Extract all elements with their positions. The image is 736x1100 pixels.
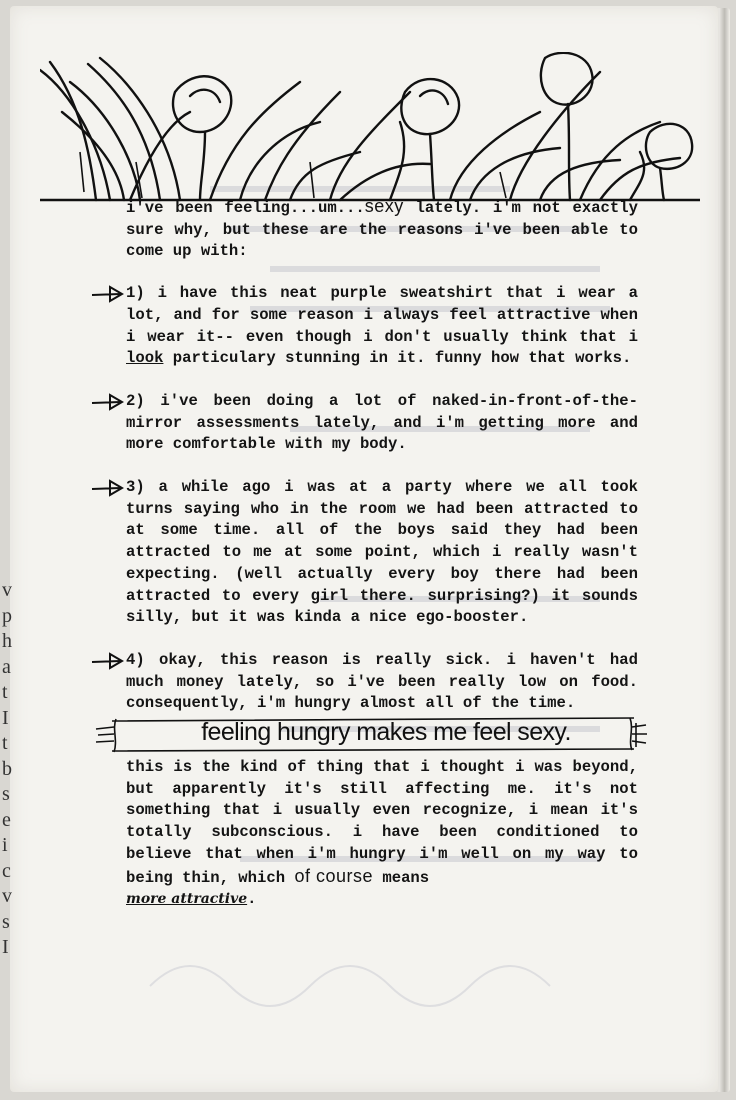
edge-letter: s (2, 910, 10, 933)
reason-number: 2) (126, 391, 145, 410)
reason-text: a while ago i was at a party where we all took turns saying who in the room we had been attracted to at some time. all of the boys said they had been attracted to me at some point, which i really wasn't expecting. (well actually every boy there had been attracted to every girl there. surprising?) it sounds silly, but it was kinda a nice ego-booster. (126, 478, 638, 627)
edge-letter: c (2, 859, 11, 882)
reason-3 (126, 477, 638, 629)
reason-text: i've been doing a lot of naked-in-front-of-the-mirror assessments lately, and i'm getting more and more comfortable with my body. (126, 391, 639, 454)
edge-letter: p (2, 604, 12, 627)
previous-page-edge (2, 578, 22, 961)
article-body (126, 196, 638, 911)
reason-1 (126, 283, 638, 370)
reason-text: i have this neat purple sweatshirt that i wear a lot, and for some reason i always feel attractive when i wear it-- even though i don't usually think that i (126, 284, 638, 346)
reason-underlined: look (126, 349, 164, 368)
reason-number: 1) (126, 284, 145, 303)
edge-letter: h (2, 630, 12, 652)
arrow-marker-icon (90, 283, 126, 305)
edge-letter: e (2, 808, 11, 831)
edge-letter: v (2, 885, 12, 907)
reason-number: 4) (126, 650, 145, 669)
reason-4 (126, 650, 638, 715)
edge-letter: i (2, 834, 8, 856)
banner (112, 715, 652, 751)
arrow-marker-icon (90, 650, 126, 672)
intro-emphasis: sexy (364, 196, 404, 216)
banner-text: feeling hungry makes me feel sexy. (201, 718, 571, 747)
closing-end: . (247, 890, 257, 909)
closing-emphasis: of course (294, 865, 373, 886)
closing-text-2: means (373, 868, 430, 887)
edge-letter: s (2, 783, 10, 805)
edge-letter: t (2, 681, 8, 703)
tulip-illustration (40, 52, 700, 202)
closing-script: more attractive (126, 891, 248, 908)
arrow-marker-icon (90, 477, 126, 499)
closing-paragraph (126, 757, 638, 911)
closing-text: this is the kind of thing that i thought i was beyond, but apparently it's still affecting me. it's not something that i usually even recognize, i mean it's totally subconscious. i have been conditioned to believe that when i'm hungry i'm well on my way to being thin, which (126, 758, 638, 887)
reason-number: 3) (126, 478, 145, 497)
arrow-marker-icon (90, 391, 126, 413)
edge-letter: a (2, 655, 11, 678)
edge-letter: I (2, 706, 9, 729)
edge-letter: I (2, 936, 9, 958)
reason-2 (126, 391, 638, 456)
edge-letter: b (2, 757, 12, 780)
intro-paragraph (126, 196, 638, 263)
zine-page (10, 6, 718, 1092)
reason-text: okay, this reason is really sick. i haven't had much money lately, so i've been really low on food. consequently, i'm hungry almost all of the time. (126, 650, 638, 713)
reason-text-end: particulary stunning in it. funny how that works. (163, 349, 632, 368)
edge-letter: t (2, 732, 8, 754)
edge-letter: v (2, 579, 12, 601)
intro-text-1: i've been feeling...um... (126, 199, 365, 217)
intro-text-2: lately. i'm not exactly sure why, but these are the reasons i've been able to come up with: (126, 199, 638, 261)
